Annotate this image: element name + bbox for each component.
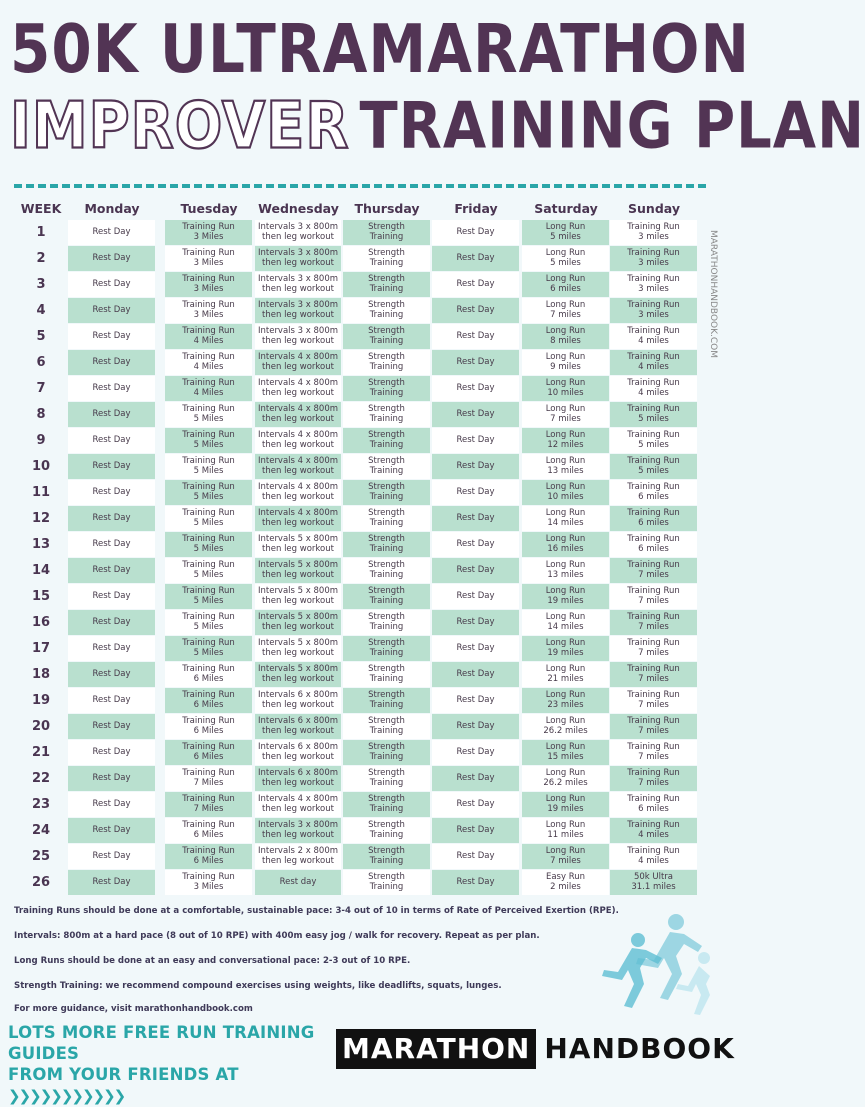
week-number: 5: [36, 329, 46, 344]
table-cell-thursday: Strength Training: [343, 688, 430, 713]
table-cell-friday: Rest Day: [432, 714, 519, 739]
table-cell-sunday: Training Run 5 miles: [610, 454, 697, 479]
week-number: 7: [36, 381, 46, 396]
table-cell-tuesday: Training Run 6 Miles: [165, 688, 252, 713]
table-cell-thursday: Strength Training: [343, 506, 430, 531]
week-number: 26: [31, 875, 51, 890]
header-sunday: Sunday: [628, 201, 680, 216]
table-cell-tuesday: Training Run 3 Miles: [165, 246, 252, 271]
table-cell-thursday: Strength Training: [343, 376, 430, 401]
week-number: 23: [31, 797, 51, 812]
table-cell-sunday: Training Run 7 miles: [610, 558, 697, 583]
table-cell-friday: Rest Day: [432, 480, 519, 505]
table-cell-friday: Rest Day: [432, 428, 519, 453]
note-training-runs: Training Runs should be done at a comfortable, sustainable pace: 3-4 out of 10 in terms of Rate of Perceived Exertion (RPE).: [14, 906, 619, 916]
week-number: 16: [31, 615, 51, 630]
table-cell-sunday: Training Run 7 miles: [610, 740, 697, 765]
promo-text: [8, 1022, 328, 1107]
table-row: [10, 636, 700, 662]
table-cell-tuesday: Training Run 3 Miles: [165, 298, 252, 323]
week-number: 14: [31, 563, 51, 578]
table-row: [10, 740, 700, 766]
table-cell-friday: Rest Day: [432, 298, 519, 323]
table-cell-saturday: Long Run 5 miles: [522, 220, 609, 245]
table-cell-tuesday: Training Run 6 Miles: [165, 662, 252, 687]
table-cell-sunday: Training Run 4 miles: [610, 376, 697, 401]
table-cell-saturday: Long Run 15 miles: [522, 740, 609, 765]
table-cell-sunday: Training Run 6 miles: [610, 480, 697, 505]
table-row: [10, 350, 700, 376]
title-line-2: [10, 89, 865, 166]
table-cell-wednesday: Intervals 5 x 800m then leg workout: [255, 610, 341, 635]
note-long-runs: Long Runs should be done at an easy and conversational pace: 2-3 out of 10 RPE.: [14, 956, 411, 966]
table-row: [10, 454, 700, 480]
table-cell-sunday: Training Run 6 miles: [610, 506, 697, 531]
table-cell-monday: Rest Day: [68, 480, 155, 505]
table-cell-friday: Rest Day: [432, 636, 519, 661]
table-cell-friday: Rest Day: [432, 324, 519, 349]
table-row: [10, 766, 700, 792]
table-row: [10, 558, 700, 584]
week-number: 20: [31, 719, 51, 734]
table-cell-monday: Rest Day: [68, 454, 155, 479]
table-row: [10, 402, 700, 428]
table-cell-tuesday: Training Run 3 Miles: [165, 272, 252, 297]
table-cell-thursday: Strength Training: [343, 584, 430, 609]
table-cell-sunday: Training Run 3 miles: [610, 246, 697, 271]
table-cell-wednesday: Intervals 3 x 800m then leg workout: [255, 220, 341, 245]
table-cell-sunday: Training Run 7 miles: [610, 610, 697, 635]
table-cell-friday: Rest Day: [432, 376, 519, 401]
table-cell-thursday: Strength Training: [343, 766, 430, 791]
table-cell-friday: Rest Day: [432, 584, 519, 609]
table-cell-wednesday: Intervals 3 x 800m then leg workout: [255, 324, 341, 349]
table-cell-tuesday: Training Run 6 Miles: [165, 740, 252, 765]
table-cell-wednesday: Rest day: [255, 870, 341, 895]
title-line-1: 50K ULTRAMARATHON: [10, 9, 751, 88]
table-cell-wednesday: Intervals 3 x 800m then leg workout: [255, 246, 341, 271]
table-row: [10, 870, 700, 896]
table-cell-monday: Rest Day: [68, 350, 155, 375]
week-number: 2: [36, 251, 46, 266]
table-cell-friday: Rest Day: [432, 350, 519, 375]
table-cell-friday: Rest Day: [432, 246, 519, 271]
table-cell-saturday: Long Run 10 miles: [522, 376, 609, 401]
table-row: [10, 844, 700, 870]
table-cell-wednesday: Intervals 5 x 800m then leg workout: [255, 662, 341, 687]
table-cell-sunday: Training Run 5 miles: [610, 402, 697, 427]
table-cell-saturday: Long Run 13 miles: [522, 454, 609, 479]
table-row: [10, 818, 700, 844]
table-cell-monday: Rest Day: [68, 740, 155, 765]
table-cell-friday: Rest Day: [432, 766, 519, 791]
table-cell-wednesday: Intervals 4 x 800m then leg workout: [255, 792, 341, 817]
table-cell-friday: Rest Day: [432, 818, 519, 843]
table-cell-monday: Rest Day: [68, 220, 155, 245]
table-row: [10, 480, 700, 506]
table-cell-tuesday: Training Run 5 Miles: [165, 402, 252, 427]
table-cell-wednesday: Intervals 3 x 800m then leg workout: [255, 298, 341, 323]
table-cell-monday: Rest Day: [68, 662, 155, 687]
table-cell-wednesday: Intervals 5 x 800m then leg workout: [255, 532, 341, 557]
week-number: 6: [36, 355, 46, 370]
table-cell-tuesday: Training Run 6 Miles: [165, 714, 252, 739]
table-cell-sunday: Training Run 4 miles: [610, 818, 697, 843]
table-cell-sunday: Training Run 3 miles: [610, 220, 697, 245]
table-cell-saturday: Long Run 16 miles: [522, 532, 609, 557]
week-number: 22: [31, 771, 51, 786]
more-guidance-link[interactable]: For more guidance, visit marathonhandbook.com: [14, 1004, 253, 1014]
table-cell-wednesday: Intervals 6 x 800m then leg workout: [255, 688, 341, 713]
table-cell-monday: Rest Day: [68, 766, 155, 791]
table-cell-wednesday: Intervals 6 x 800m then leg workout: [255, 714, 341, 739]
table-cell-sunday: Training Run 3 miles: [610, 298, 697, 323]
header-monday: Monday: [84, 201, 140, 216]
table-cell-saturday: Long Run 23 miles: [522, 688, 609, 713]
table-cell-thursday: Strength Training: [343, 844, 430, 869]
table-cell-friday: Rest Day: [432, 792, 519, 817]
table-cell-thursday: Strength Training: [343, 532, 430, 557]
table-cell-saturday: Long Run 19 miles: [522, 584, 609, 609]
table-cell-monday: Rest Day: [68, 246, 155, 271]
table-cell-saturday: Long Run 26.2 miles: [522, 766, 609, 791]
week-number: 1: [36, 225, 46, 240]
promo-line-2: FROM YOUR FRIENDS AT ❯❯❯❯❯❯❯❯❯❯❯: [8, 1065, 239, 1105]
table-cell-saturday: Easy Run 2 miles: [522, 870, 609, 895]
header-thursday: Thursday: [354, 201, 420, 216]
table-cell-tuesday: Training Run 7 Miles: [165, 766, 252, 791]
week-number: 4: [36, 303, 46, 318]
table-cell-thursday: Strength Training: [343, 298, 430, 323]
table-cell-thursday: Strength Training: [343, 454, 430, 479]
table-cell-wednesday: Intervals 4 x 800m then leg workout: [255, 350, 341, 375]
table-row: [10, 324, 700, 350]
header-week: WEEK: [20, 201, 62, 216]
table-cell-tuesday: Training Run 3 Miles: [165, 870, 252, 895]
table-cell-tuesday: Training Run 5 Miles: [165, 506, 252, 531]
table-cell-tuesday: Training Run 7 Miles: [165, 792, 252, 817]
table-cell-saturday: Long Run 19 miles: [522, 636, 609, 661]
table-cell-thursday: Strength Training: [343, 818, 430, 843]
week-number: 21: [31, 745, 51, 760]
table-cell-thursday: Strength Training: [343, 428, 430, 453]
logo-part-2: HANDBOOK: [544, 1032, 735, 1065]
table-cell-wednesday: Intervals 5 x 800m then leg workout: [255, 636, 341, 661]
table-cell-saturday: Long Run 21 miles: [522, 662, 609, 687]
table-cell-tuesday: Training Run 5 Miles: [165, 636, 252, 661]
table-cell-monday: Rest Day: [68, 402, 155, 427]
table-cell-sunday: Training Run 5 miles: [610, 428, 697, 453]
table-cell-tuesday: Training Run 5 Miles: [165, 532, 252, 557]
chevron-arrows-icon: ❯❯❯❯❯❯❯❯❯❯❯: [8, 1087, 125, 1105]
table-cell-friday: Rest Day: [432, 220, 519, 245]
table-cell-saturday: Long Run 14 miles: [522, 506, 609, 531]
week-number: 3: [36, 277, 46, 292]
title-outlined-word: IMPROVER: [10, 89, 350, 164]
header-saturday: Saturday: [534, 201, 598, 216]
table-cell-monday: Rest Day: [68, 818, 155, 843]
table-cell-tuesday: Training Run 5 Miles: [165, 428, 252, 453]
table-cell-wednesday: Intervals 4 x 800m then leg workout: [255, 480, 341, 505]
table-cell-sunday: Training Run 7 miles: [610, 636, 697, 661]
table-cell-wednesday: Intervals 3 x 800m then leg workout: [255, 818, 341, 843]
table-cell-monday: Rest Day: [68, 714, 155, 739]
table-cell-sunday: Training Run 7 miles: [610, 766, 697, 791]
table-cell-friday: Rest Day: [432, 532, 519, 557]
week-number: 24: [31, 823, 51, 838]
week-number: 12: [31, 511, 51, 526]
table-cell-tuesday: Training Run 3 Miles: [165, 220, 252, 245]
table-cell-friday: Rest Day: [432, 402, 519, 427]
table-row: [10, 298, 700, 324]
week-number: 19: [31, 693, 51, 708]
table-cell-thursday: Strength Training: [343, 324, 430, 349]
note-strength: Strength Training: we recommend compound exercises using weights, like deadlifts, squats, lunges.: [14, 981, 502, 991]
table-cell-saturday: Long Run 7 miles: [522, 844, 609, 869]
dashed-divider: [14, 184, 706, 188]
table-row: [10, 714, 700, 740]
table-cell-thursday: Strength Training: [343, 272, 430, 297]
table-cell-saturday: Long Run 9 miles: [522, 350, 609, 375]
table-cell-monday: Rest Day: [68, 376, 155, 401]
table-cell-sunday: Training Run 7 miles: [610, 688, 697, 713]
table-cell-wednesday: Intervals 4 x 800m then leg workout: [255, 506, 341, 531]
table-cell-sunday: Training Run 7 miles: [610, 714, 697, 739]
table-cell-monday: Rest Day: [68, 844, 155, 869]
table-row: [10, 532, 700, 558]
table-row: [10, 792, 700, 818]
table-cell-thursday: Strength Training: [343, 714, 430, 739]
table-cell-wednesday: Intervals 4 x 800m then leg workout: [255, 376, 341, 401]
table-cell-tuesday: Training Run 4 Miles: [165, 350, 252, 375]
header-friday: Friday: [454, 201, 498, 216]
week-number: 10: [31, 459, 51, 474]
header-wednesday: Wednesday: [258, 201, 339, 216]
table-cell-tuesday: Training Run 5 Miles: [165, 584, 252, 609]
table-cell-thursday: Strength Training: [343, 350, 430, 375]
table-cell-friday: Rest Day: [432, 506, 519, 531]
week-number: 15: [31, 589, 51, 604]
table-cell-saturday: Long Run 26.2 miles: [522, 714, 609, 739]
table-cell-saturday: Long Run 8 miles: [522, 324, 609, 349]
table-cell-sunday: Training Run 4 miles: [610, 844, 697, 869]
table-cell-monday: Rest Day: [68, 610, 155, 635]
table-cell-tuesday: Training Run 4 Miles: [165, 324, 252, 349]
table-cell-thursday: Strength Training: [343, 480, 430, 505]
table-cell-monday: Rest Day: [68, 636, 155, 661]
table-cell-tuesday: Training Run 5 Miles: [165, 610, 252, 635]
table-cell-monday: Rest Day: [68, 584, 155, 609]
week-number: 18: [31, 667, 51, 682]
week-number: 25: [31, 849, 51, 864]
table-cell-saturday: Long Run 12 miles: [522, 428, 609, 453]
table-cell-monday: Rest Day: [68, 532, 155, 557]
table-cell-monday: Rest Day: [68, 428, 155, 453]
table-cell-wednesday: Intervals 6 x 800m then leg workout: [255, 740, 341, 765]
table-row: [10, 220, 700, 246]
table-cell-friday: Rest Day: [432, 454, 519, 479]
table-row: [10, 428, 700, 454]
table-cell-wednesday: Intervals 5 x 800m then leg workout: [255, 558, 341, 583]
table-row: [10, 610, 700, 636]
table-row: [10, 662, 700, 688]
table-cell-sunday: Training Run 6 miles: [610, 792, 697, 817]
table-cell-monday: Rest Day: [68, 298, 155, 323]
table-cell-tuesday: Training Run 5 Miles: [165, 558, 252, 583]
table-cell-thursday: Strength Training: [343, 402, 430, 427]
table-cell-tuesday: Training Run 6 Miles: [165, 844, 252, 869]
table-row: [10, 506, 700, 532]
table-cell-monday: Rest Day: [68, 272, 155, 297]
table-cell-tuesday: Training Run 6 Miles: [165, 818, 252, 843]
title-solid-words: TRAINING PLAN: [359, 89, 865, 164]
table-cell-thursday: Strength Training: [343, 246, 430, 271]
note-intervals: Intervals: 800m at a hard pace (8 out of 10 RPE) with 400m easy jog / walk for recovery. Repeat as per plan.: [14, 931, 540, 941]
table-cell-wednesday: Intervals 3 x 800m then leg workout: [255, 272, 341, 297]
table-cell-sunday: Training Run 4 miles: [610, 324, 697, 349]
table-cell-wednesday: Intervals 2 x 800m then leg workout: [255, 844, 341, 869]
table-cell-wednesday: Intervals 4 x 800m then leg workout: [255, 428, 341, 453]
table-cell-friday: Rest Day: [432, 740, 519, 765]
table-cell-thursday: Strength Training: [343, 610, 430, 635]
table-row: [10, 584, 700, 610]
table-cell-sunday: Training Run 7 miles: [610, 662, 697, 687]
week-number: 17: [31, 641, 51, 656]
notes-section: [14, 906, 704, 1006]
table-cell-friday: Rest Day: [432, 558, 519, 583]
table-cell-monday: Rest Day: [68, 688, 155, 713]
table-cell-wednesday: Intervals 6 x 800m then leg workout: [255, 766, 341, 791]
table-cell-sunday: Training Run 7 miles: [610, 584, 697, 609]
table-row: [10, 272, 700, 298]
table-cell-thursday: Strength Training: [343, 870, 430, 895]
table-cell-friday: Rest Day: [432, 272, 519, 297]
table-cell-saturday: Long Run 6 miles: [522, 272, 609, 297]
table-cell-tuesday: Training Run 5 Miles: [165, 454, 252, 479]
table-cell-wednesday: Intervals 4 x 800m then leg workout: [255, 454, 341, 479]
table-cell-friday: Rest Day: [432, 688, 519, 713]
table-cell-thursday: Strength Training: [343, 740, 430, 765]
table-row: [10, 688, 700, 714]
table-cell-thursday: Strength Training: [343, 636, 430, 661]
table-cell-wednesday: Intervals 4 x 800m then leg workout: [255, 402, 341, 427]
header-tuesday: Tuesday: [180, 201, 238, 216]
table-cell-saturday: Long Run 14 miles: [522, 610, 609, 635]
table-cell-tuesday: Training Run 5 Miles: [165, 480, 252, 505]
week-number: 9: [36, 433, 46, 448]
table-cell-saturday: Long Run 7 miles: [522, 298, 609, 323]
table-cell-saturday: Long Run 11 miles: [522, 818, 609, 843]
promo-line-1: LOTS MORE FREE RUN TRAINING GUIDES: [8, 1023, 315, 1063]
table-row: [10, 376, 700, 402]
marathon-handbook-logo: [336, 1028, 735, 1070]
side-watermark: MARATHONHANDBOOK.COM: [708, 230, 718, 359]
table-cell-wednesday: Intervals 5 x 800m then leg workout: [255, 584, 341, 609]
table-cell-monday: Rest Day: [68, 558, 155, 583]
table-cell-saturday: Long Run 19 miles: [522, 792, 609, 817]
table-cell-friday: Rest Day: [432, 844, 519, 869]
table-cell-sunday: Training Run 6 miles: [610, 532, 697, 557]
table-cell-saturday: Long Run 7 miles: [522, 402, 609, 427]
table-cell-friday: Rest Day: [432, 610, 519, 635]
table-cell-monday: Rest Day: [68, 870, 155, 895]
table-cell-sunday: Training Run 4 miles: [610, 350, 697, 375]
week-number: 11: [31, 485, 51, 500]
table-cell-sunday: 50k Ultra 31.1 miles: [610, 870, 697, 895]
table-cell-friday: Rest Day: [432, 870, 519, 895]
table-cell-thursday: Strength Training: [343, 220, 430, 245]
table-cell-sunday: Training Run 3 miles: [610, 272, 697, 297]
week-number: 8: [36, 407, 46, 422]
table-cell-thursday: Strength Training: [343, 558, 430, 583]
table-cell-monday: Rest Day: [68, 792, 155, 817]
table-cell-saturday: Long Run 5 miles: [522, 246, 609, 271]
table-cell-friday: Rest Day: [432, 662, 519, 687]
table-cell-saturday: Long Run 10 miles: [522, 480, 609, 505]
table-cell-monday: Rest Day: [68, 324, 155, 349]
table-cell-saturday: Long Run 13 miles: [522, 558, 609, 583]
logo-part-1: MARATHON: [336, 1029, 536, 1069]
table-cell-monday: Rest Day: [68, 506, 155, 531]
table-cell-thursday: Strength Training: [343, 662, 430, 687]
table-row: [10, 246, 700, 272]
week-number: 13: [31, 537, 51, 552]
table-cell-tuesday: Training Run 4 Miles: [165, 376, 252, 401]
table-cell-thursday: Strength Training: [343, 792, 430, 817]
